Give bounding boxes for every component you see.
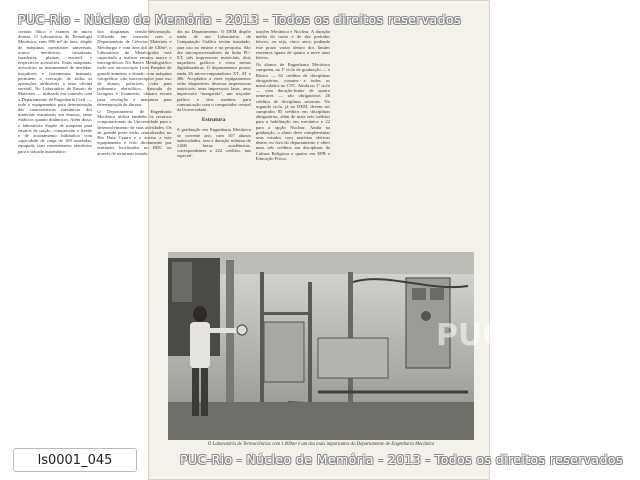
article-column-4 bbox=[256, 29, 330, 252]
paragraph: O Departamento de Engenharia Mecânica utiliza também os recursos computacionais da Universidade para o desenvolvimento de suas atividades. Os de grande porte estão centralizados no Rio Data Centro e o acesso a este equipamento é feito diretamente por terminais localizados no RDC ou através de terminais instala- bbox=[97, 109, 172, 156]
article-column-3 bbox=[177, 29, 251, 252]
paragraph: dos diagramas tensão-deformação. Utilizado em conexão com o Departamento de Ciências Materiais e Metalurgia e com área útil de 120m², o Laboratório de Metalografia está capacitado a realizar ensaios macro e micrográficos. No Banco Metalográfico estão um microscópio Leitz Panphot de grande aumento e dotado com máquina fotográfica, oito microscópios para uso de alunos, politrizes, cuba para polimento eletrolítico, bancada de lavagem e lixamento, câmara escura para revelação e máquinas para determinação de dureza. bbox=[97, 29, 172, 107]
paragraph: dos no Departamento. O DEM dispõe ainda de um Laboratório de Computação Gráfica recém instalado, para uso no ensino e na pesquisa. São dez microprocessadores da linha PC-XT, três impressoras matriciais, dois traçadores gráficos e cinco mesas digitalizadoras. O departamento possui ainda 26 microcomputadores XT, AT e 386. Acoplados a estes equipamentos estão disponíveis diversas impressoras matriciais, uma impressora laser, uma impressora “margarida”, um traçador gráfico e dois modens para comunicação com o computador central da Universidade. bbox=[176, 29, 251, 113]
paragraph: A graduação em Engenharia Mecânica no corrente ano, com 107 alunos matriculados, tem a duração mínima de 3.600 horas acadêmicas, correspondentes a 222 créditos, nas especial- bbox=[176, 127, 251, 159]
paragraph: contato ôhico e exames de micro dureza. O Laboratório de Tecnologia Mecânica, com 890 m² de área, dispõe de máquinas operatrizes universais, tornos mecânicos, fresadoras, furadeiras, plainas, esmeril e respectivos acessórios. Estas máquinas, acessórios ao instrumental de medidas, traçadores e ferramentas manuais, permitem a execução de todas as operações atribuíveis a uma oficina versátil. No Laboratório de Ensaio de Materiais — utilizado em conexão com o Departamento de Engenharia Civil —, todo o equipamento para determinação das características mecânicas dos materiais estruturais em ensaios, tanto estáticos quanto dinâmicos. Além disso, o laboratório dispõe de máquina para ensaios de tração, compressão e flexão e de acionamento hidráulico com capacidade de carga de 100 toneladas, equipada com extensômetro eletrônico para o traçado automático bbox=[18, 29, 93, 154]
laboratory-photo bbox=[168, 252, 474, 440]
section-heading: Estrutura bbox=[201, 117, 226, 124]
watermark-top: PUC-Rio - Núcleo de Memória - 2013 - Todos os direitos reservados bbox=[18, 12, 461, 27]
paragraph: Os alunos de Engenharia Mecânica cumprem, no 1º ciclo de graduação — o Básico — 62 créditos de disciplinas obrigatórias, comuns a todos os matriculados no CTC. Ainda no 1º ciclo — com duração-limite de quatro semestres — são obrigatórios 26 créditos de disciplinas setoriais. No segundo ciclo, já no DEM, devem ser cumpridos 85 créditos em disciplinas obrigatórias, além de mais seis créditos para a habilitação em mecânica e 22 para a opção Nuclear. Ainda na graduação, o aluno deve complementar seus estudos com matérias eletivas dentro ou fora do departamento e obter mais três créditos em disciplinas de Cultura Religiosa e quatro em EPB e Educação Física. bbox=[255, 62, 330, 161]
document-id-label: ls0001_045 bbox=[13, 448, 137, 472]
article-column-2 bbox=[97, 29, 171, 252]
watermark-bottom: PUC-Rio - Núcleo de Memória - 2013 - Todos os direitos reservados bbox=[180, 452, 623, 467]
article-columns bbox=[18, 29, 330, 252]
photo-watermark: PUC bbox=[436, 318, 505, 353]
photo-caption: O Laboratório de Termociências com 1.000m² é um dos mais importantes do Departamento de Engenharia Mecânica bbox=[207, 442, 435, 447]
article-column-1 bbox=[18, 29, 92, 252]
paragraph: izações Mecânica e Nuclear. A duração média do curso é de dez períodos letivos, ou seja, cinco anos, podendo este prazo variar dentro dos limites extremos iguais de quatro a nove anos letivos. bbox=[255, 29, 330, 61]
